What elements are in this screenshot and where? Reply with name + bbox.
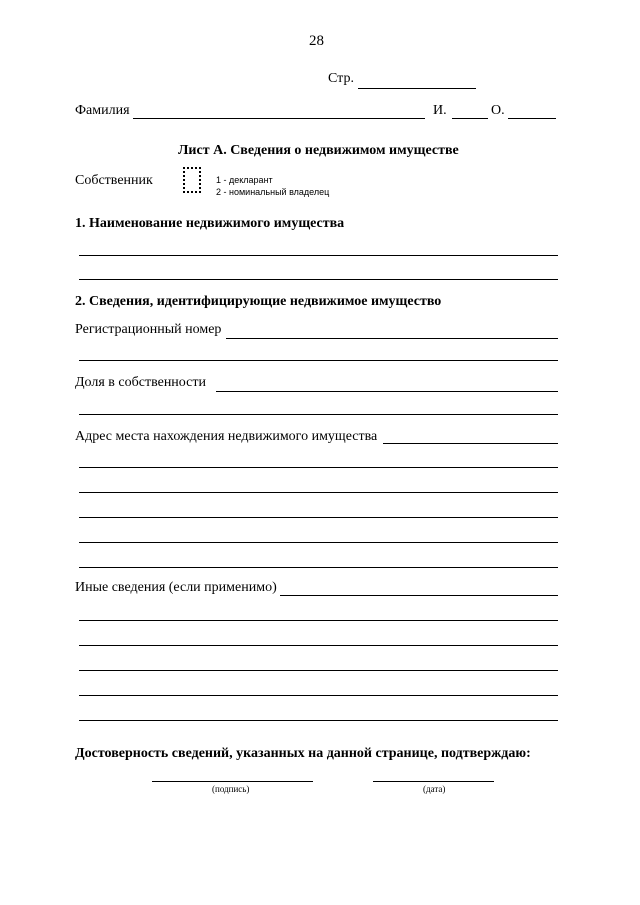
property-name-line-1[interactable]: [79, 255, 558, 256]
ownership-share-field[interactable]: [216, 391, 558, 392]
address-line-4[interactable]: [79, 517, 558, 518]
address-line-6[interactable]: [79, 567, 558, 568]
address-line-5[interactable]: [79, 542, 558, 543]
address-line-3[interactable]: [79, 492, 558, 493]
surname-field[interactable]: [133, 118, 425, 119]
date-field[interactable]: [373, 781, 494, 782]
registration-number-field[interactable]: [226, 338, 558, 339]
other-info-label: Иные сведения (если применимо): [75, 580, 277, 595]
sheet-title: Лист А. Сведения о недвижимом имуществе: [178, 143, 459, 158]
page-label: Стр.: [328, 71, 354, 86]
ownership-share-label: Доля в собственности: [75, 375, 206, 390]
surname-label: Фамилия: [75, 103, 130, 118]
other-info-line-4[interactable]: [79, 670, 558, 671]
page-field[interactable]: [358, 88, 476, 89]
ownership-share-line-2[interactable]: [79, 414, 558, 415]
owner-code-box[interactable]: [183, 167, 201, 193]
section-2-title: 2. Сведения, идентифицирующие недвижимое имущество: [75, 294, 442, 309]
other-info-line-6[interactable]: [79, 720, 558, 721]
patronymic-initial-label: О.: [491, 103, 505, 118]
other-info-line-3[interactable]: [79, 645, 558, 646]
other-info-line-5[interactable]: [79, 695, 558, 696]
other-info-field[interactable]: [280, 595, 558, 596]
address-line-2[interactable]: [79, 467, 558, 468]
address-label: Адрес места нахождения недвижимого имущества: [75, 429, 378, 444]
property-name-line-2[interactable]: [79, 279, 558, 280]
patronymic-initial-field[interactable]: [508, 118, 556, 119]
section-1-title: 1. Наименование недвижимого имущества: [75, 216, 345, 231]
owner-label: Собственник: [75, 173, 153, 188]
page-number: 28: [309, 33, 324, 49]
signature-field[interactable]: [152, 781, 313, 782]
confirmation-text: Достоверность сведений, указанных на данной странице, подтверждаю:: [75, 746, 531, 761]
address-field[interactable]: [383, 443, 558, 444]
owner-option-1: 1 - декларант: [216, 175, 273, 185]
other-info-line-2[interactable]: [79, 620, 558, 621]
date-caption: (дата): [423, 784, 446, 794]
name-initial-field[interactable]: [452, 118, 488, 119]
registration-number-label: Регистрационный номер: [75, 322, 222, 337]
name-initial-label: И.: [433, 103, 447, 118]
signature-caption: (подпись): [212, 784, 250, 794]
registration-number-line-2[interactable]: [79, 360, 558, 361]
owner-option-2: 2 - номинальный владелец: [216, 187, 330, 197]
